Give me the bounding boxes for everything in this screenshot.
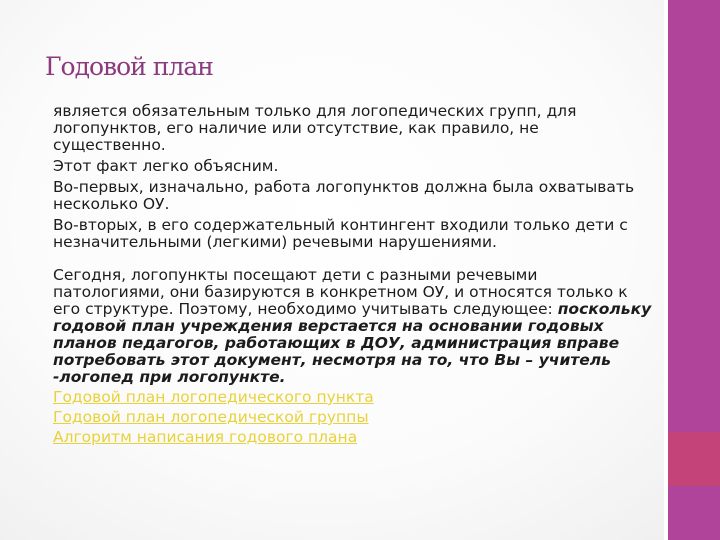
link-speech-group-plan[interactable]: Годовой план логопедической группы [53, 408, 369, 426]
link-speech-center-plan[interactable]: Годовой план логопедического пункта [53, 388, 374, 406]
paragraph-first-reason: Во-первых, изначально, работа логопунктов должна была охватывать несколько ОУ. [53, 178, 635, 213]
slide-title: Годовой план [45, 52, 213, 81]
paragraph-second-reason: Во-вторых, в его содержательный контингент входили только дети с незначительными (легкими) речевыми нарушениями. [53, 216, 628, 251]
paragraph-today [53, 267, 653, 386]
paragraph-intro: является обязательным только для логопедических групп, для логопунктов, его наличие или отсутствие, как правило, не существенно. [53, 102, 577, 154]
slide-body [53, 103, 653, 446]
paragraph-explanation: Этот факт легко объясним. [53, 157, 279, 175]
paragraph-today-emphasis: поскольку годовой план учреждения верстается на основании годовых планов педагогов, работающих в ДОУ, администрация вправе потребовать этот документ, несмотря на то, что Вы – учитель -логопед при логопункте. [53, 300, 652, 386]
paragraph-today-text: Сегодня, логопункты посещают дети с разными речевыми патологиями, они базируются в конкретном ОУ, и относятся только к его структуре. Поэтому, необходимо учитывать следующее: [53, 266, 628, 318]
link-plan-algorithm[interactable]: Алгоритм написания годового плана [53, 428, 358, 446]
decorative-side-accent [668, 432, 720, 486]
